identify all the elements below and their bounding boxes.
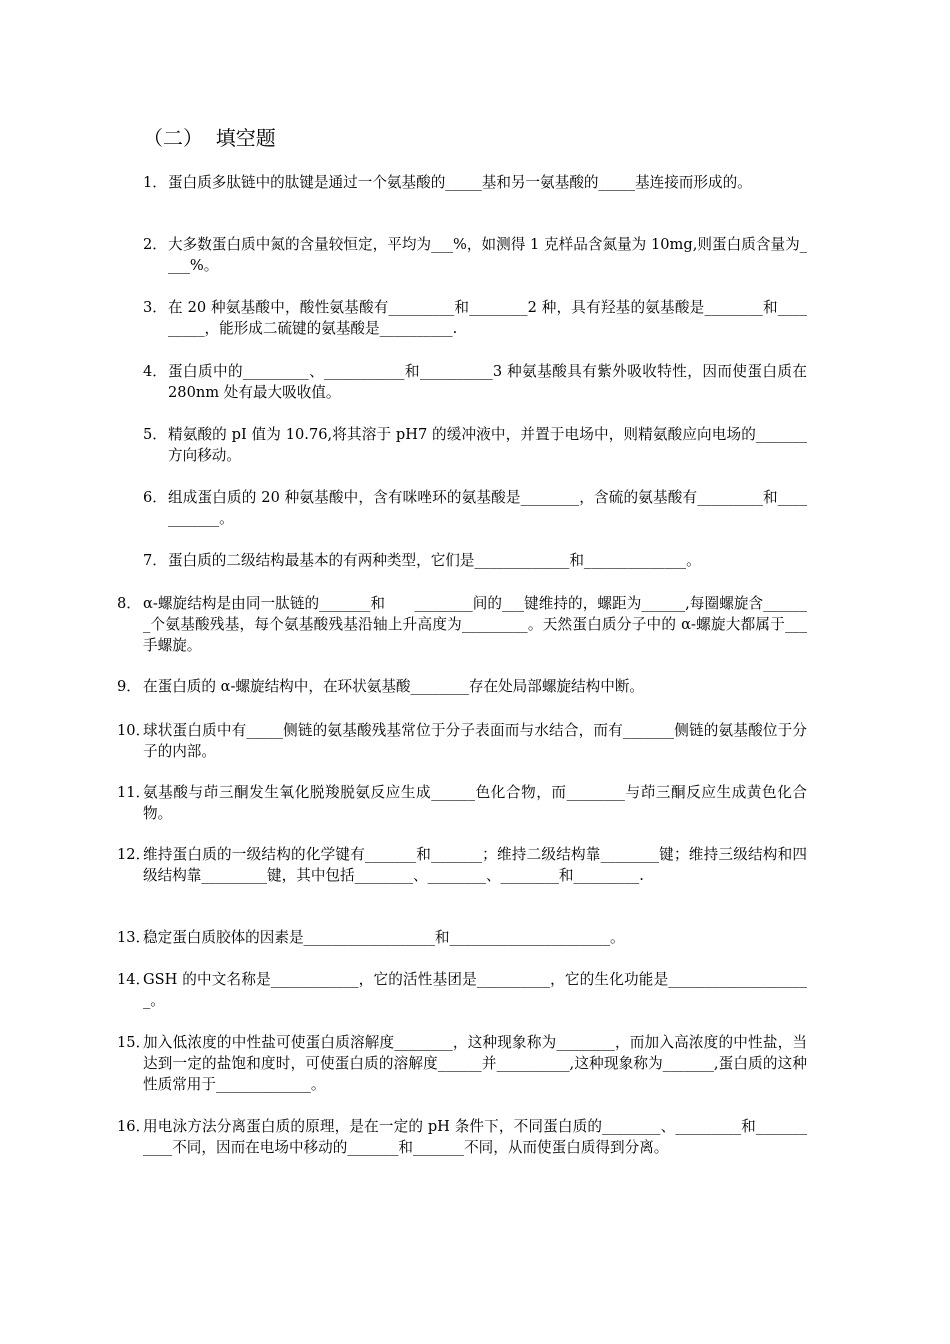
- question-item: [117, 593, 807, 656]
- question-number: 10．: [117, 722, 151, 739]
- question-item: [143, 361, 807, 403]
- section-title: （二） 填空题: [143, 126, 276, 150]
- question-item: [143, 487, 807, 529]
- question-number: 11．: [117, 784, 151, 801]
- question-text: GSH 的中文名称是____________，它的活性基团是__________，它的生化功能是____________________。: [143, 971, 807, 1009]
- question-number: 9．: [117, 678, 141, 695]
- question-number: 8．: [117, 595, 141, 612]
- question-text: 蛋白质中的_________、___________和__________3 种氨基酸具有紫外吸收特性，因而使蛋白质在 280nm 处有最大吸收值。: [168, 363, 807, 401]
- question-item: [117, 782, 807, 824]
- question-item: [117, 969, 807, 1011]
- question-number: 4．: [143, 363, 167, 380]
- question-text: 稳定蛋白质胶体的因素是__________________和______________________。: [143, 929, 625, 946]
- question-text: 蛋白质多肽链中的肽键是通过一个氨基酸的_____基和另一氨基酸的_____基连接而形成的。: [168, 174, 752, 191]
- question-number: 12．: [117, 846, 151, 863]
- question-item: [143, 297, 807, 339]
- question-item: [143, 424, 807, 466]
- question-number: 6．: [143, 489, 167, 506]
- question-number: 15．: [117, 1034, 151, 1051]
- question-text: 蛋白质的二级结构最基本的有两种类型，它们是_____________和______________。: [168, 552, 701, 569]
- question-item: [117, 1116, 807, 1158]
- question-item: [117, 844, 807, 886]
- question-text: 在 20 种氨基酸中，酸性氨基酸有_________和________2 种，具有羟基的氨基酸是________和_________，能形成二硫键的氨基酸是__________.: [168, 299, 807, 337]
- question-text: 氨基酸与茚三酮发生氧化脱羧脱氨反应生成______色化合物，而________与茚三酮反应生成黄色化合物。: [143, 784, 807, 822]
- question-number: 13．: [117, 929, 151, 946]
- question-item: [117, 676, 807, 697]
- question-item: [143, 550, 807, 571]
- question-text: 用电泳方法分离蛋白质的原理，是在一定的 pH 条件下，不同蛋白质的________、_________和___________不同，因而在电场中移动的_______和_______不同，从而使蛋白质得到分离。: [143, 1118, 807, 1156]
- question-item: [117, 927, 807, 948]
- question-item: [143, 234, 807, 276]
- question-text: 在蛋白质的 α-螺旋结构中，在环状氨基酸________存在处局部螺旋结构中断。: [143, 678, 645, 695]
- question-item: [117, 720, 807, 762]
- question-number: 1．: [143, 174, 167, 191]
- question-text: 精氨酸的 pI 值为 10.76,将其溶于 pH7 的缓冲液中，并置于电场中，则精氨酸应向电场的_______方向移动。: [168, 426, 807, 464]
- question-text: 大多数蛋白质中氮的含量较恒定，平均为___%，如测得 1 克样品含氮量为 10mg,则蛋白质含量为____%。: [168, 236, 807, 274]
- question-text: 组成蛋白质的 20 种氨基酸中，含有咪唑环的氨基酸是________，含硫的氨基酸有_________和___________。: [168, 489, 807, 527]
- question-number: 16．: [117, 1118, 151, 1135]
- question-text: 维持蛋白质的一级结构的化学键有_______和_______；维持二级结构靠________键；维持三级结构和四级结构靠_________键，其中包括________、________、________和_________.: [143, 846, 807, 884]
- question-number: 3．: [143, 299, 167, 316]
- question-text: 加入低浓度的中性盐可使蛋白质溶解度________，这种现象称为________，而加入高浓度的中性盐，当达到一定的盐饱和度时，可使蛋白质的溶解度______并__________,这种现象称为_______,蛋白质的这种性质常用于_____________。: [143, 1034, 807, 1093]
- question-item: [117, 1032, 807, 1095]
- question-text: α-螺旋结构是由同一肽链的_______和 ________间的___键维持的，螺距为______,每圈螺旋含_______个氨基酸残基，每个氨基酸残基沿轴上升高度为_________。天然蛋白质分子中的 α-螺旋大都属于___手螺旋。: [143, 595, 807, 654]
- question-item: [143, 172, 807, 193]
- question-number: 7．: [143, 552, 167, 569]
- question-number: 14．: [117, 971, 151, 988]
- question-number: 2．: [143, 236, 167, 253]
- question-number: 5．: [143, 426, 167, 443]
- question-text: 球状蛋白质中有_____侧链的氨基酸残基常位于分子表面而与水结合，而有_______侧链的氨基酸位于分子的内部。: [143, 722, 807, 760]
